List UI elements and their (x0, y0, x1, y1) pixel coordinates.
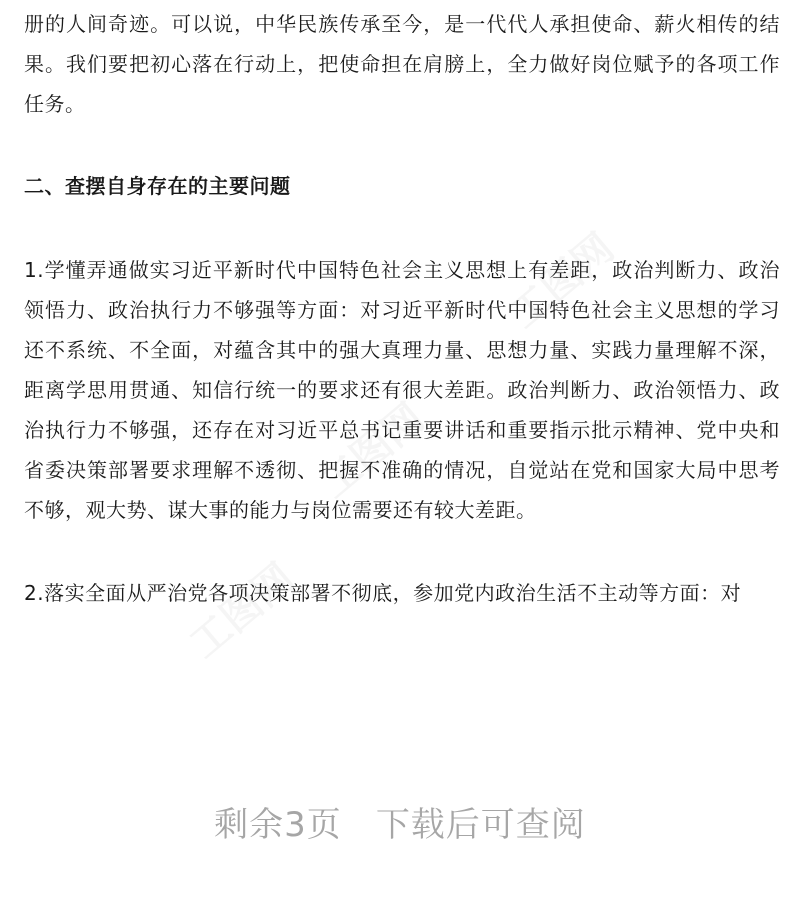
watermark: 工图网 (181, 554, 303, 668)
watermark: 工图网 (501, 224, 623, 338)
paragraph-2: 2.落实全面从严治党各项决策部署不彻底，参加党内政治生活不主动等方面：对 (24, 581, 742, 605)
section-heading: 二、查摆自身存在的主要问题 (24, 174, 291, 198)
remaining-pages-label: 剩余3页 (214, 805, 342, 845)
paragraph-1: 1.学懂弄通做实习近平新时代中国特色社会主义思想上有差距，政治判断力、政治领悟力、政治执行力不够强等方面：对习近平新时代中国特色社会主义思想的学习还不系统、不全面，对蕴含其中的强大真理力量、思想力量、实践力量理解不深，距离学思用贯通、知信行统一的要求还有很大差距。政治判断力、政治领悟力、政治执行力不够强，还存在对习近平总书记重要讲话和重要指示批示精神、党中央和省委决策部署要求理解不透彻、把握不准确的情况，自觉站在党和国家大局中思考不够，观大势、谋大事的能力与岗位需要还有较大差距。 (24, 258, 780, 522)
intro-paragraph: 册的人间奇迹。可以说，中华民族传承至今，是一代代人承担使命、薪火相传的结果。我们要把初心落在行动上，把使命担在肩膀上，全力做好岗位赋予的各项工作任务。 (24, 12, 780, 116)
document-body (24, 0, 780, 613)
download-prompt[interactable] (0, 800, 800, 850)
download-hint-label: 下载后可查阅 (375, 805, 586, 845)
watermark: 工图网 (311, 394, 433, 508)
